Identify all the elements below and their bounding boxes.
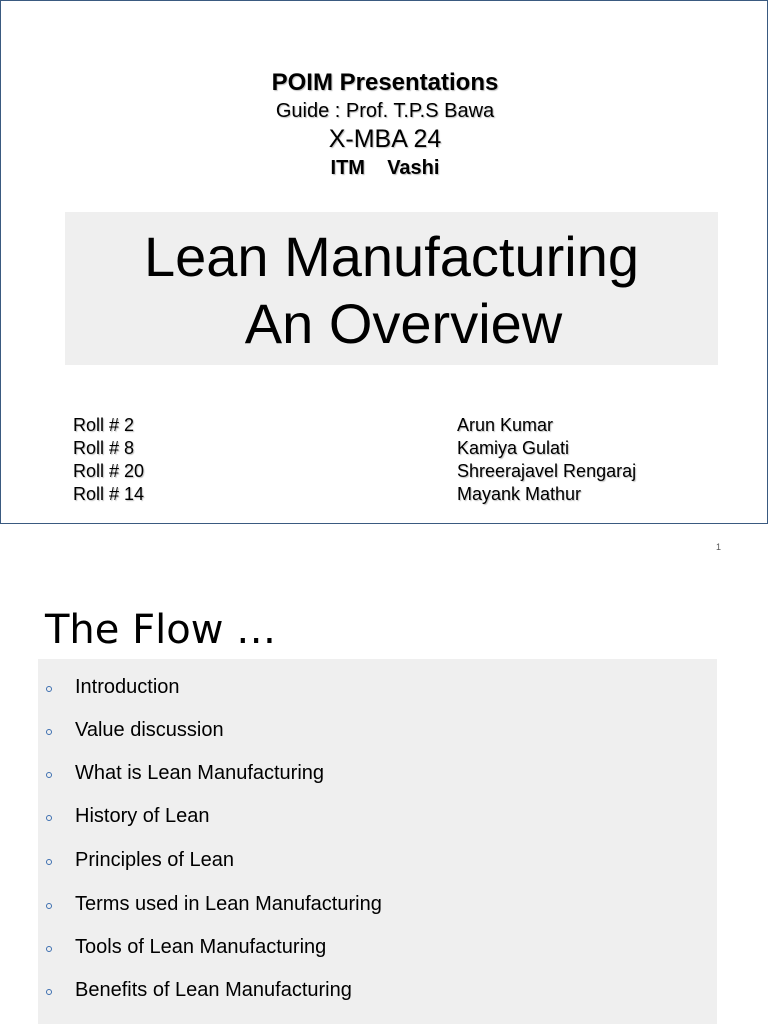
roll-number: Roll # 14: [73, 484, 145, 504]
list-item-label: Principles of Lean: [75, 849, 234, 871]
title-box: [65, 212, 718, 365]
title-line-2: An Overview: [244, 292, 563, 355]
member-name: Kamiya Gulati: [457, 438, 570, 458]
organization-heading: POIM Presentations: [271, 69, 499, 96]
list-item: [38, 975, 717, 1005]
list-item: [38, 845, 717, 875]
member-name: Mayank Mathur: [457, 484, 582, 504]
flow-list: [38, 659, 717, 1024]
circle-bullet-icon: [46, 946, 52, 952]
list-item: [38, 889, 717, 919]
list-item: [38, 672, 717, 702]
circle-bullet-icon: [46, 729, 52, 735]
circle-bullet-icon: [46, 686, 52, 692]
list-item-label: Tools of Lean Manufacturing: [75, 936, 327, 958]
list-item-label: Introduction: [75, 676, 180, 698]
list-item: [38, 801, 717, 831]
roll-number: Roll # 20: [73, 461, 145, 481]
circle-bullet-icon: [46, 859, 52, 865]
guide-line: Guide : Prof. T.P.S Bawa: [275, 100, 495, 122]
title-line-1: Lean Manufacturing: [143, 225, 639, 288]
list-item-label: Value discussion: [75, 719, 224, 741]
member-name: Shreerajavel Rengaraj: [457, 461, 637, 481]
circle-bullet-icon: [46, 903, 52, 909]
member-name: Arun Kumar: [457, 415, 554, 435]
list-item-label: What is Lean Manufacturing: [75, 762, 325, 784]
list-item-label: Benefits of Lean Manufacturing: [75, 979, 352, 1001]
roll-number-column: [73, 414, 144, 506]
list-item: [38, 932, 717, 962]
roll-number: Roll # 8: [73, 438, 135, 458]
flow-title: The Flow …: [45, 607, 277, 653]
circle-bullet-icon: [46, 989, 52, 995]
circle-bullet-icon: [46, 815, 52, 821]
list-item: [38, 715, 717, 745]
list-item: [38, 758, 717, 788]
list-item-label: History of Lean: [75, 805, 210, 827]
batch-line: X-MBA 24: [328, 125, 442, 153]
institute-line: ITM Vashi: [330, 157, 440, 179]
member-name-column: [457, 414, 636, 506]
page-number: 1: [716, 542, 722, 552]
list-item-label: Terms used in Lean Manufacturing: [75, 893, 382, 915]
circle-bullet-icon: [46, 772, 52, 778]
roll-number: Roll # 2: [73, 415, 135, 435]
